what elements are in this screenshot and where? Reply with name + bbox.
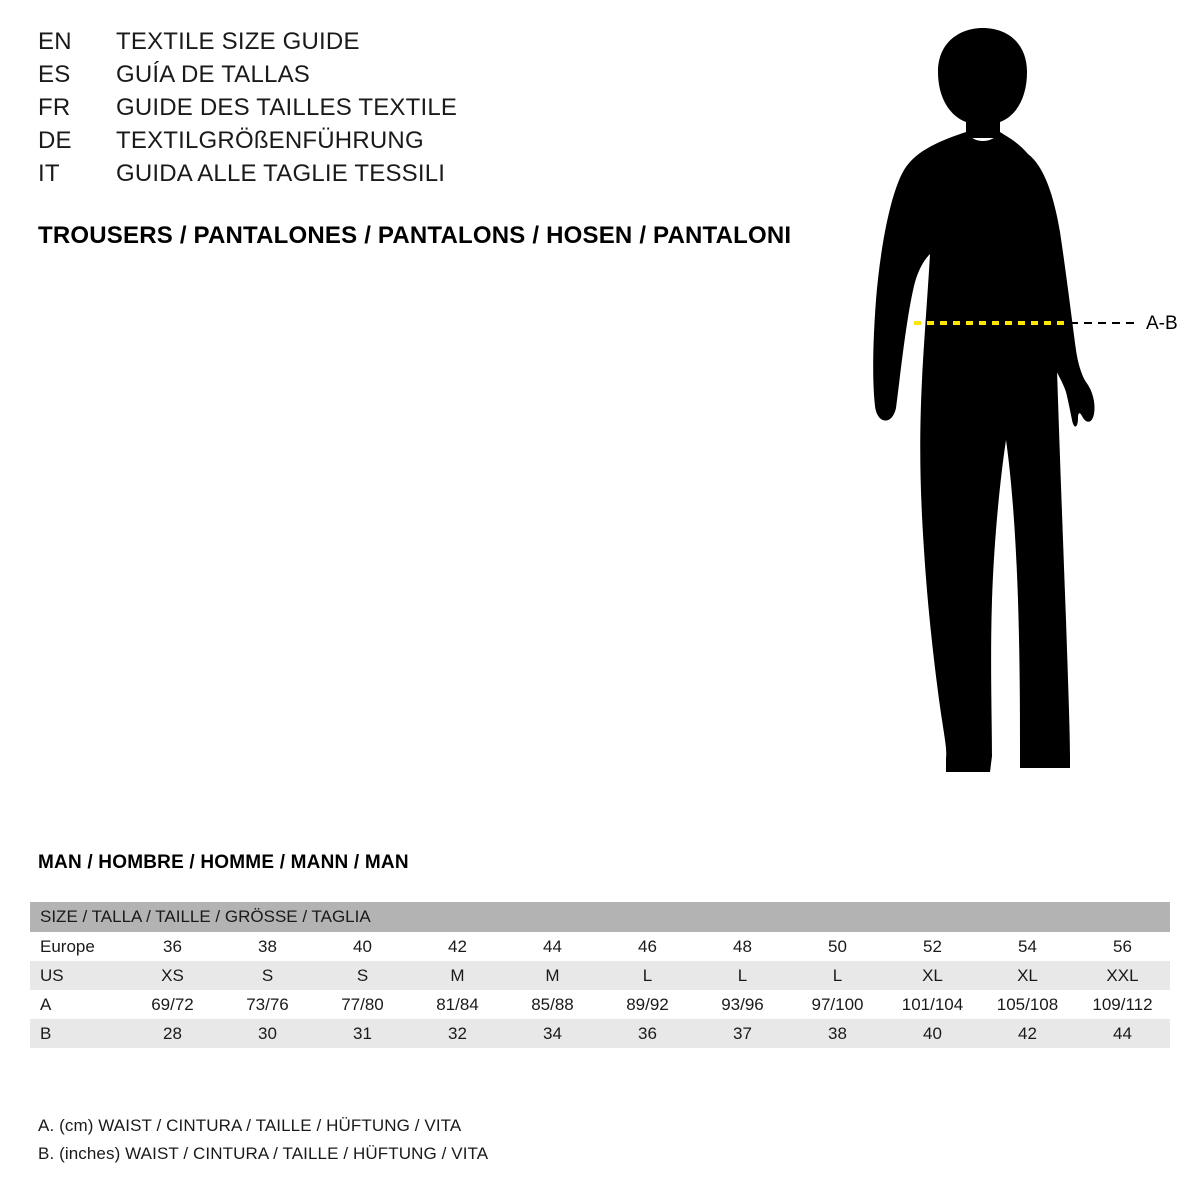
language-code: EN [38, 28, 72, 55]
language-row [38, 28, 798, 61]
cell: L [642, 965, 653, 985]
footnote-a: A. (cm) WAIST / CINTURA / TAILLE / HÜFTUNG / VITA [38, 1116, 462, 1135]
cell: XL [922, 965, 943, 985]
cell: 38 [258, 936, 277, 956]
cell: 31 [353, 1023, 372, 1043]
cell: 32 [448, 1023, 467, 1043]
size-table [30, 902, 1170, 1048]
cell: XXL [1106, 965, 1139, 985]
cell: 73/76 [246, 994, 289, 1014]
cell: 44 [543, 936, 562, 956]
cell: 46 [638, 936, 657, 956]
language-code: FR [38, 94, 71, 121]
language-row [38, 94, 798, 127]
language-title: TEXTILE SIZE GUIDE [116, 28, 360, 55]
cell: 34 [543, 1023, 562, 1043]
footnote-b: B. (inches) WAIST / CINTURA / TAILLE / HÜFTUNG / VITA [38, 1144, 489, 1163]
cell: 28 [163, 1023, 182, 1043]
cell: S [356, 965, 369, 985]
cell: XL [1017, 965, 1038, 985]
body-silhouette-figure [820, 20, 1200, 810]
table-row [30, 1019, 1170, 1048]
language-row [38, 160, 798, 193]
language-title: GUIDE DES TAILLES TEXTILE [116, 94, 458, 121]
table-header-label: SIZE / TALLA / TAILLE / GRÖSSE / TAGLIA [30, 902, 1170, 932]
cell: 52 [923, 936, 942, 956]
cell: 42 [448, 936, 467, 956]
cell: 81/84 [436, 994, 479, 1014]
cell: 48 [733, 936, 752, 956]
cell: 38 [828, 1023, 847, 1043]
row-label: B [40, 1023, 52, 1043]
cell: S [261, 965, 274, 985]
cell: L [832, 965, 843, 985]
row-label: A [40, 994, 52, 1014]
table-row [30, 932, 1170, 961]
measure-label-a-b: A-B [1146, 313, 1178, 334]
cell: 69/72 [151, 994, 194, 1014]
table-row [30, 961, 1170, 990]
language-title-list [38, 28, 798, 193]
cell: 56 [1113, 936, 1132, 956]
language-code: IT [38, 160, 60, 187]
gender-section-label: MAN / HOMBRE / HOMME / MANN / MAN [38, 852, 409, 873]
cell: 30 [258, 1023, 277, 1043]
cell: 93/96 [721, 994, 764, 1014]
row-label: US [40, 965, 64, 985]
table-header-row [30, 902, 1170, 932]
garment-type-title: TROUSERS / PANTALONES / PANTALONS / HOSEN / PANTALONI [38, 222, 792, 249]
language-code: DE [38, 127, 72, 154]
cell: 89/92 [626, 994, 669, 1014]
cell: M [450, 965, 465, 985]
language-title: GUIDA ALLE TAGLIE TESSILI [116, 160, 446, 187]
cell: 44 [1113, 1023, 1132, 1043]
table-row [30, 990, 1170, 1019]
cell: M [545, 965, 560, 985]
language-title: TEXTILGRÖßENFÜHRUNG [116, 127, 424, 154]
cell: 101/104 [901, 994, 964, 1014]
cell: 105/108 [996, 994, 1059, 1014]
language-row [38, 127, 798, 160]
cell: 109/112 [1092, 994, 1153, 1014]
cell: 54 [1018, 936, 1037, 956]
row-label: Europe [40, 936, 95, 956]
cell: L [737, 965, 748, 985]
cell: 37 [733, 1023, 752, 1043]
cell: 42 [1018, 1023, 1037, 1043]
silhouette-shape [873, 28, 1094, 772]
cell: 85/88 [531, 994, 574, 1014]
language-row [38, 61, 798, 94]
language-code: ES [38, 61, 71, 88]
cell: 36 [163, 936, 182, 956]
cell: 36 [638, 1023, 657, 1043]
cell: XS [161, 965, 184, 985]
language-title: GUÍA DE TALLAS [116, 61, 310, 88]
cell: 40 [923, 1023, 942, 1043]
cell: 40 [353, 936, 372, 956]
cell: 97/100 [811, 994, 864, 1014]
measurement-footnotes [38, 1112, 488, 1168]
cell: 50 [828, 936, 847, 956]
cell: 77/80 [341, 994, 384, 1014]
